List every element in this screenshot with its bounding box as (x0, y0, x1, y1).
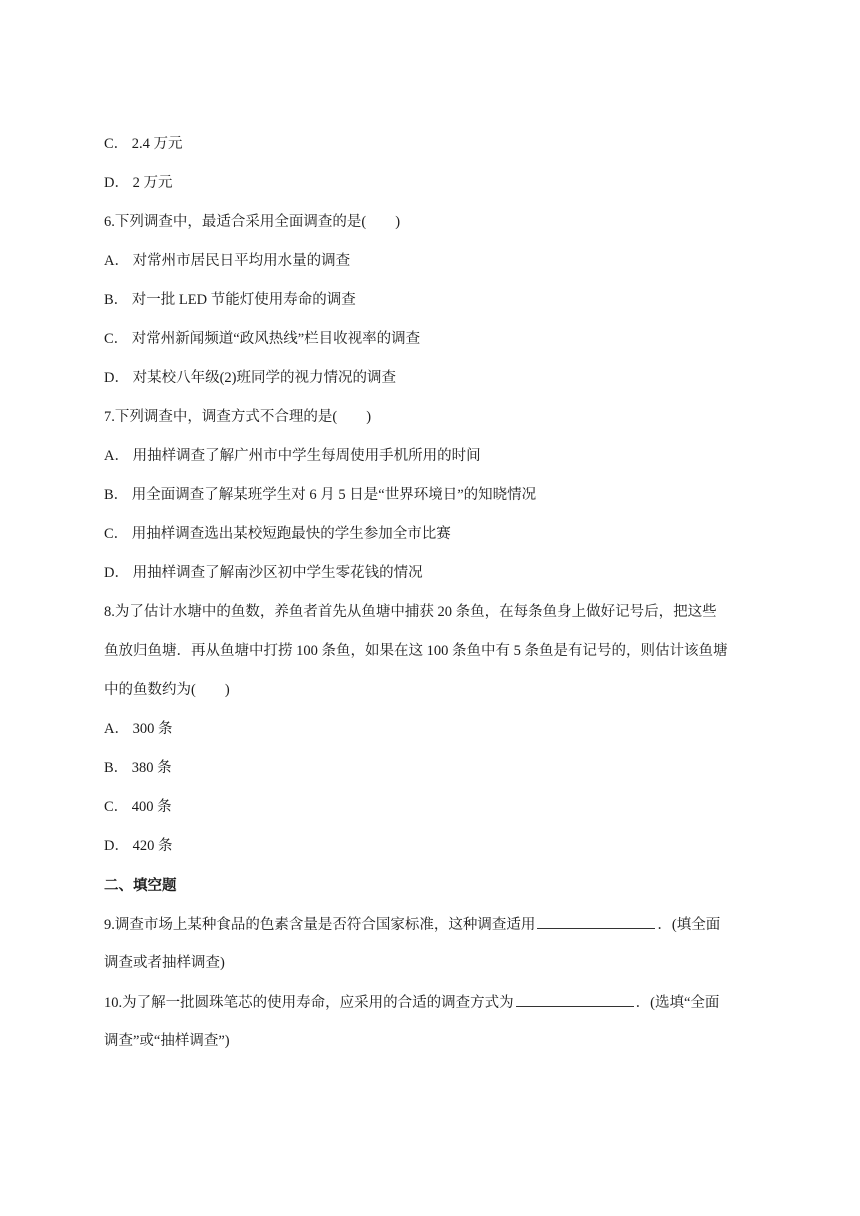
q7-stem: 7.下列调查中，调查方式不合理的是( ) (104, 409, 372, 425)
q6-option-a: A． 对常州市居民日平均用水量的调查 (104, 253, 351, 269)
q7-option-c: C． 用抽样调查选出某校短跑最快的学生参加全市比赛 (104, 526, 451, 542)
q9-line1 (104, 914, 764, 935)
q7-option-a: A． 用抽样调查了解广州市中学生每周使用手机所用的时间 (104, 448, 481, 464)
q10-text-before-blank: 10.为了解一批圆珠笔芯的使用寿命，应采用的合适的调查方式为 (104, 995, 514, 1011)
q6-option-c: C． 对常州新闻频道“政风热线”栏目收视率的调查 (104, 331, 421, 347)
q8-stem-line1: 8.为了估计水塘中的鱼数，养鱼者首先从鱼塘中捕获 20 条鱼，在每条鱼身上做好记号后，把这些 (104, 604, 717, 620)
q8-option-b: B． 380 条 (104, 760, 172, 776)
q8-option-c: C． 400 条 (104, 799, 172, 815)
q9-text-before-blank: 9.调查市场上某种食品的色素含量是否符合国家标准，这种调查适用 (104, 917, 536, 933)
q8-stem-line3: 中的鱼数约为( ) (104, 682, 230, 698)
q8-option-a: A． 300 条 (104, 721, 173, 737)
q10-line2: 调查”或“抽样调查”) (104, 1033, 230, 1049)
q9-line2: 调查或者抽样调查) (104, 955, 225, 971)
q10-text-after-blank: ．(选填“全面 (635, 995, 720, 1011)
q6-stem: 6.下列调查中，最适合采用全面调查的是( ) (104, 214, 401, 230)
q6-option-b: B． 对一批 LED 节能灯使用寿命的调查 (104, 292, 356, 308)
q5-option-c: C． 2.4 万元 (104, 136, 183, 152)
q8-stem-line2: 鱼放归鱼塘．再从鱼塘中打捞 100 条鱼，如果在这 100 条鱼中有 5 条鱼是有记号的，则估计该鱼塘 (104, 643, 728, 659)
q6-option-d: D． 对某校八年级(2)班同学的视力情况的调查 (104, 370, 397, 386)
q9-text-after-blank: ．(填全面 (657, 917, 721, 933)
q5-option-d: D． 2 万元 (104, 175, 173, 191)
q7-option-d: D． 用抽样调查了解南沙区初中学生零花钱的情况 (104, 565, 423, 581)
q7-option-b: B． 用全面调查了解某班学生对 6 月 5 日是“世界环境日”的知晓情况 (104, 487, 537, 503)
q9-answer-blank[interactable] (537, 914, 655, 929)
q10-answer-blank[interactable] (516, 992, 634, 1007)
q8-option-d: D． 420 条 (104, 838, 173, 854)
section-title-fill-in: 二、填空题 (104, 878, 177, 894)
q10-line1 (104, 992, 764, 1013)
